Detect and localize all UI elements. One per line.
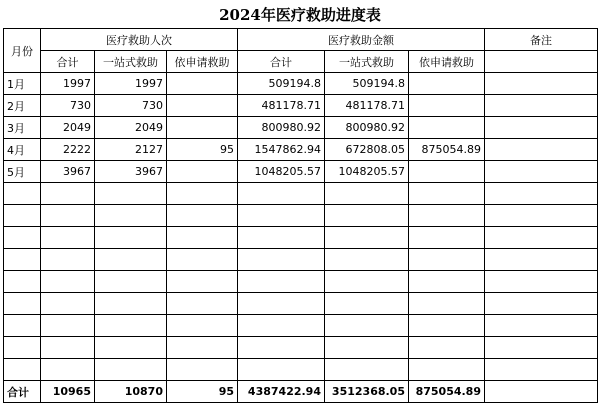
empty-row	[4, 249, 598, 271]
cell-a-total: 481178.71	[238, 95, 325, 117]
cell-p-onestop: 3967	[95, 161, 167, 183]
table-title: 2024年医疗救助进度表	[219, 6, 381, 24]
cell-a-onestop: 3512368.05	[325, 381, 409, 403]
cell-a-total	[238, 183, 325, 205]
empty-row	[4, 227, 598, 249]
cell-a-onestop	[325, 183, 409, 205]
cell-p-total	[41, 337, 95, 359]
cell-p-apply	[167, 161, 238, 183]
cell-a-apply	[409, 183, 485, 205]
table-row	[4, 139, 598, 161]
cell-a-total	[238, 315, 325, 337]
cell-remark	[485, 381, 598, 403]
cell-p-apply	[167, 359, 238, 381]
cell-p-onestop	[95, 293, 167, 315]
cell-p-onestop: 1997	[95, 73, 167, 95]
cell-a-apply	[409, 205, 485, 227]
header-remark: 备注	[485, 29, 598, 51]
cell-month	[4, 337, 41, 359]
header-amount-apply: 依申请救助	[409, 51, 485, 73]
cell-p-onestop	[95, 315, 167, 337]
cell-p-onestop	[95, 337, 167, 359]
cell-p-onestop	[95, 183, 167, 205]
cell-p-total	[41, 359, 95, 381]
total-row	[4, 381, 598, 403]
cell-month	[4, 249, 41, 271]
empty-row	[4, 271, 598, 293]
cell-a-total	[238, 249, 325, 271]
cell-p-apply	[167, 183, 238, 205]
cell-month: 1月	[4, 73, 41, 95]
cell-p-apply	[167, 73, 238, 95]
cell-p-onestop: 2049	[95, 117, 167, 139]
cell-month: 5月	[4, 161, 41, 183]
cell-p-apply	[167, 117, 238, 139]
empty-row	[4, 337, 598, 359]
cell-p-total	[41, 293, 95, 315]
cell-month: 4月	[4, 139, 41, 161]
cell-remark	[485, 227, 598, 249]
cell-p-total: 3967	[41, 161, 95, 183]
cell-a-apply	[409, 117, 485, 139]
cell-p-apply	[167, 315, 238, 337]
cell-p-total	[41, 249, 95, 271]
cell-p-total	[41, 227, 95, 249]
cell-a-total: 4387422.94	[238, 381, 325, 403]
empty-row	[4, 183, 598, 205]
header-amount-group: 医疗救助金额	[238, 29, 485, 51]
cell-a-apply	[409, 161, 485, 183]
cell-a-onestop	[325, 249, 409, 271]
cell-remark	[485, 139, 598, 161]
cell-a-apply	[409, 337, 485, 359]
cell-a-apply	[409, 359, 485, 381]
cell-a-total: 509194.8	[238, 73, 325, 95]
cell-a-apply	[409, 293, 485, 315]
table-row	[4, 161, 598, 183]
cell-remark	[485, 249, 598, 271]
cell-a-apply	[409, 227, 485, 249]
cell-p-onestop	[95, 249, 167, 271]
cell-remark	[485, 293, 598, 315]
cell-a-onestop	[325, 315, 409, 337]
cell-a-apply	[409, 315, 485, 337]
cell-month	[4, 293, 41, 315]
cell-p-total	[41, 205, 95, 227]
cell-month	[4, 359, 41, 381]
empty-row	[4, 359, 598, 381]
cell-month	[4, 183, 41, 205]
header-people-total: 合计	[41, 51, 95, 73]
cell-remark	[485, 161, 598, 183]
cell-p-total: 10965	[41, 381, 95, 403]
cell-remark	[485, 315, 598, 337]
cell-month: 3月	[4, 117, 41, 139]
header-amount-total: 合计	[238, 51, 325, 73]
header-people-group: 医疗救助人次	[41, 29, 238, 51]
cell-a-apply: 875054.89	[409, 139, 485, 161]
cell-a-total: 800980.92	[238, 117, 325, 139]
cell-p-apply	[167, 95, 238, 117]
cell-a-total	[238, 227, 325, 249]
cell-remark	[485, 359, 598, 381]
cell-p-total: 1997	[41, 73, 95, 95]
cell-p-apply: 95	[167, 381, 238, 403]
cell-month	[4, 315, 41, 337]
cell-p-total	[41, 315, 95, 337]
cell-month	[4, 271, 41, 293]
cell-p-total: 2049	[41, 117, 95, 139]
table-row	[4, 117, 598, 139]
cell-a-total: 1547862.94	[238, 139, 325, 161]
cell-p-total: 730	[41, 95, 95, 117]
cell-p-onestop	[95, 205, 167, 227]
cell-month	[4, 227, 41, 249]
cell-p-onestop	[95, 271, 167, 293]
cell-p-apply	[167, 227, 238, 249]
header-people-apply: 依申请救助	[167, 51, 238, 73]
cell-remark	[485, 73, 598, 95]
header-month: 月份	[4, 29, 41, 73]
cell-a-apply: 875054.89	[409, 381, 485, 403]
cell-p-total: 2222	[41, 139, 95, 161]
cell-a-total	[238, 337, 325, 359]
cell-p-apply	[167, 249, 238, 271]
cell-a-apply	[409, 249, 485, 271]
cell-a-onestop	[325, 205, 409, 227]
cell-a-onestop	[325, 359, 409, 381]
cell-a-total	[238, 293, 325, 315]
cell-remark	[485, 117, 598, 139]
cell-a-onestop	[325, 271, 409, 293]
table-row	[4, 95, 598, 117]
cell-a-onestop	[325, 293, 409, 315]
cell-a-onestop: 509194.8	[325, 73, 409, 95]
cell-remark	[485, 183, 598, 205]
cell-a-onestop	[325, 227, 409, 249]
cell-p-onestop: 730	[95, 95, 167, 117]
cell-a-total	[238, 271, 325, 293]
header-amount-onestop: 一站式救助	[325, 51, 409, 73]
relief-progress-table	[3, 28, 598, 403]
cell-a-onestop: 481178.71	[325, 95, 409, 117]
cell-p-apply	[167, 271, 238, 293]
cell-month: 合计	[4, 381, 41, 403]
cell-month: 2月	[4, 95, 41, 117]
empty-row	[4, 205, 598, 227]
cell-a-total: 1048205.57	[238, 161, 325, 183]
cell-a-apply	[409, 271, 485, 293]
cell-a-total	[238, 205, 325, 227]
cell-a-apply	[409, 95, 485, 117]
cell-a-onestop	[325, 337, 409, 359]
cell-p-apply	[167, 205, 238, 227]
cell-p-onestop: 10870	[95, 381, 167, 403]
cell-a-total	[238, 359, 325, 381]
cell-p-onestop: 2127	[95, 139, 167, 161]
cell-a-apply	[409, 73, 485, 95]
cell-p-total	[41, 183, 95, 205]
cell-remark	[485, 337, 598, 359]
cell-p-onestop	[95, 359, 167, 381]
header-people-onestop: 一站式救助	[95, 51, 167, 73]
cell-p-apply	[167, 337, 238, 359]
cell-p-total	[41, 271, 95, 293]
cell-remark	[485, 95, 598, 117]
cell-month	[4, 205, 41, 227]
cell-p-apply: 95	[167, 139, 238, 161]
cell-a-onestop: 1048205.57	[325, 161, 409, 183]
empty-row	[4, 315, 598, 337]
cell-remark	[485, 205, 598, 227]
cell-remark	[485, 271, 598, 293]
empty-row	[4, 293, 598, 315]
cell-p-apply	[167, 293, 238, 315]
table-row	[4, 73, 598, 95]
header-remark-sub	[485, 51, 598, 73]
cell-a-onestop: 672808.05	[325, 139, 409, 161]
cell-p-onestop	[95, 227, 167, 249]
cell-a-onestop: 800980.92	[325, 117, 409, 139]
